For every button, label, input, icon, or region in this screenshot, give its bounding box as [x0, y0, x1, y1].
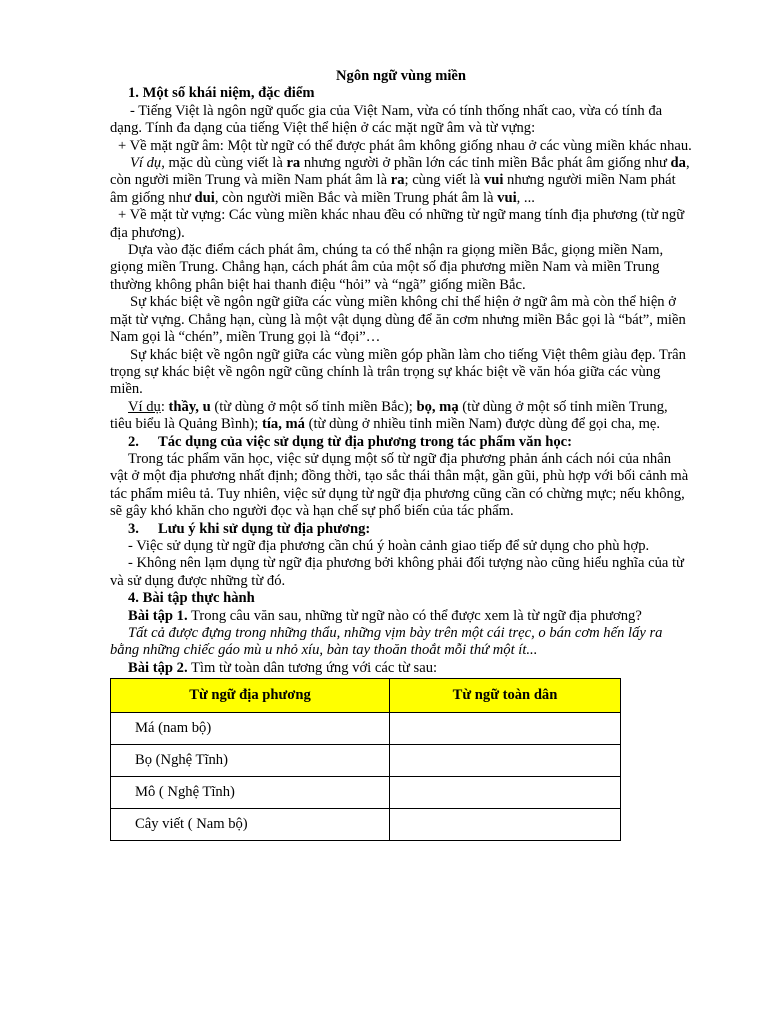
- exercise-1: Bài tập 1. Trong câu văn sau, những từ ngữ nào có thể được xem là từ ngữ địa phương?: [128, 607, 642, 624]
- table-cell-local: Cây viết ( Nam bộ): [111, 809, 390, 841]
- table-cell-local: Mô ( Nghệ Tĩnh): [111, 777, 390, 809]
- table-cell-local: Má (nam bộ): [111, 713, 390, 745]
- paragraph: + Về mặt ngữ âm: Một từ ngữ có thể được phát âm không giống nhau ở các vùng miền khác nhau.: [118, 137, 692, 154]
- table-cell-standard[interactable]: [390, 777, 621, 809]
- paragraph: Sự khác biệt về ngôn ngữ giữa các vùng miền góp phần làm cho tiếng Việt thêm giàu đẹp. Trân trọng sự khác biệt về ngôn ngữ cũng chính là trân trọng sự khác biệt về văn hóa giữa các vùng miền.: [110, 346, 686, 398]
- section-3-heading: 3. Lưu ý khi sử dụng từ địa phương:: [128, 520, 371, 537]
- table-cell-standard[interactable]: [390, 713, 621, 745]
- paragraph: - Việc sử dụng từ ngữ địa phương cần chú ý hoàn cảnh giao tiếp để sử dụng cho phù hợp.: [128, 537, 650, 554]
- exercise-2: Bài tập 2. Tìm từ toàn dân tương ứng với các từ sau:: [128, 659, 438, 676]
- vocabulary-table: [110, 678, 621, 841]
- paragraph: - Tiếng Việt là ngôn ngữ quốc gia của Việt Nam, vừa có tính thống nhất cao, vừa có tính đa dạng. Tính đa dạng của tiếng Việt thể hiện ở các mặt ngữ âm và từ vựng:: [110, 102, 663, 137]
- example-label: Ví dụ: [128, 398, 161, 415]
- exercise-2-label: Bài tập 2.: [128, 659, 188, 676]
- section-1-heading: 1. Một số khái niệm, đặc điểm: [128, 85, 315, 102]
- table-row: [111, 713, 621, 745]
- paragraph: + Về mặt từ vựng: Các vùng miền khác nhau đều có những từ ngữ mang tính địa phương (từ ngữ địa phương).: [110, 207, 685, 241]
- paragraph: - Không nên lạm dụng từ ngữ địa phương bởi không phải đối tượng nào cũng hiểu nghĩa của từ và sử dụng được những từ đó.: [110, 555, 684, 589]
- table-header-local: Từ ngữ địa phương: [111, 679, 390, 713]
- table-row: [111, 745, 621, 777]
- example-label: Ví dụ: [130, 155, 162, 172]
- exercise-1-label: Bài tập 1.: [128, 607, 188, 624]
- table-cell-standard[interactable]: [390, 745, 621, 777]
- paragraph: Dựa vào đặc điểm cách phát âm, chúng ta có thể nhận ra giọng miền Bắc, giọng miền Nam, giọng miền Trung. Chẳng hạn, cách phát âm của một số địa phương miền Nam và miền Trung thường không phân biệt hai thanh điệu “hỏi” và “ngã” giống miền Bắc.: [110, 242, 664, 293]
- table-cell-standard[interactable]: [390, 809, 621, 841]
- table-header-standard: Từ ngữ toàn dân: [390, 679, 621, 713]
- table-row: [111, 809, 621, 841]
- exercise-1-quote: Tất cả được đựng trong những thẩu, những vịm bày trên một cái trẹc, o bán cơm hến lấy ra bằng những chiếc gáo mù u nhỏ xíu, bàn tay thoăn thoắt mỗi thứ một ít...: [110, 625, 663, 659]
- table-header-row: [111, 679, 621, 713]
- document-page: [110, 68, 692, 841]
- paragraph: Trong tác phẩm văn học, việc sử dụng một số từ ngữ địa phương phản ánh cách nói của nhân vật ở một địa phương nhất định; đồng thời, tạo sắc thái thân mật, gần gũi, phù hợp với bối cảnh mà tác phẩm miêu tả. Tuy nhiên, việc sử dụng từ ngữ địa phương cũng cần có chừng mực; nếu không, sẽ gây khó khăn cho người đọc và hạn chế sự phổ biến của tác phẩm.: [110, 450, 689, 520]
- table-row: [111, 777, 621, 809]
- example-paragraph: Ví dụ: thầy, u (từ dùng ở một số tỉnh miền Bắc); bọ, mạ (từ dùng ở một số tỉnh miền Trung, tiêu biểu là Quảng Bình); tía, má (từ dùng ở nhiều tỉnh miền Nam) được dùng để gọi cha, mẹ.: [110, 398, 668, 433]
- section-2-heading: 2. Tác dụng của việc sử dụng từ địa phương trong tác phẩm văn học:: [128, 433, 572, 450]
- table-cell-local: Bọ (Nghệ Tĩnh): [111, 745, 390, 777]
- document-title: Ngôn ngữ vùng miền: [336, 68, 466, 84]
- section-4-heading: 4. Bài tập thực hành: [128, 590, 255, 607]
- paragraph: Sự khác biệt về ngôn ngữ giữa các vùng miền không chỉ thể hiện ở ngữ âm mà còn thể hiện ở mặt từ vựng. Chẳng hạn, cùng là một vật dụng dùng để ăn cơm nhưng miền Bắc gọi là “bát”, miền Nam gọi là “chén”, miền Trung gọi là “đọi”…: [110, 294, 686, 346]
- example-paragraph: Ví dụ, mặc dù cùng viết là ra nhưng người ở phần lớn các tỉnh miền Bắc phát âm giống như da, còn người miền Trung và miền Nam phát âm là ra; cùng viết là vui nhưng người miền Nam phát âm giống như dui, còn người miền Bắc và miền Trung phát âm là vui, ...: [110, 155, 690, 206]
